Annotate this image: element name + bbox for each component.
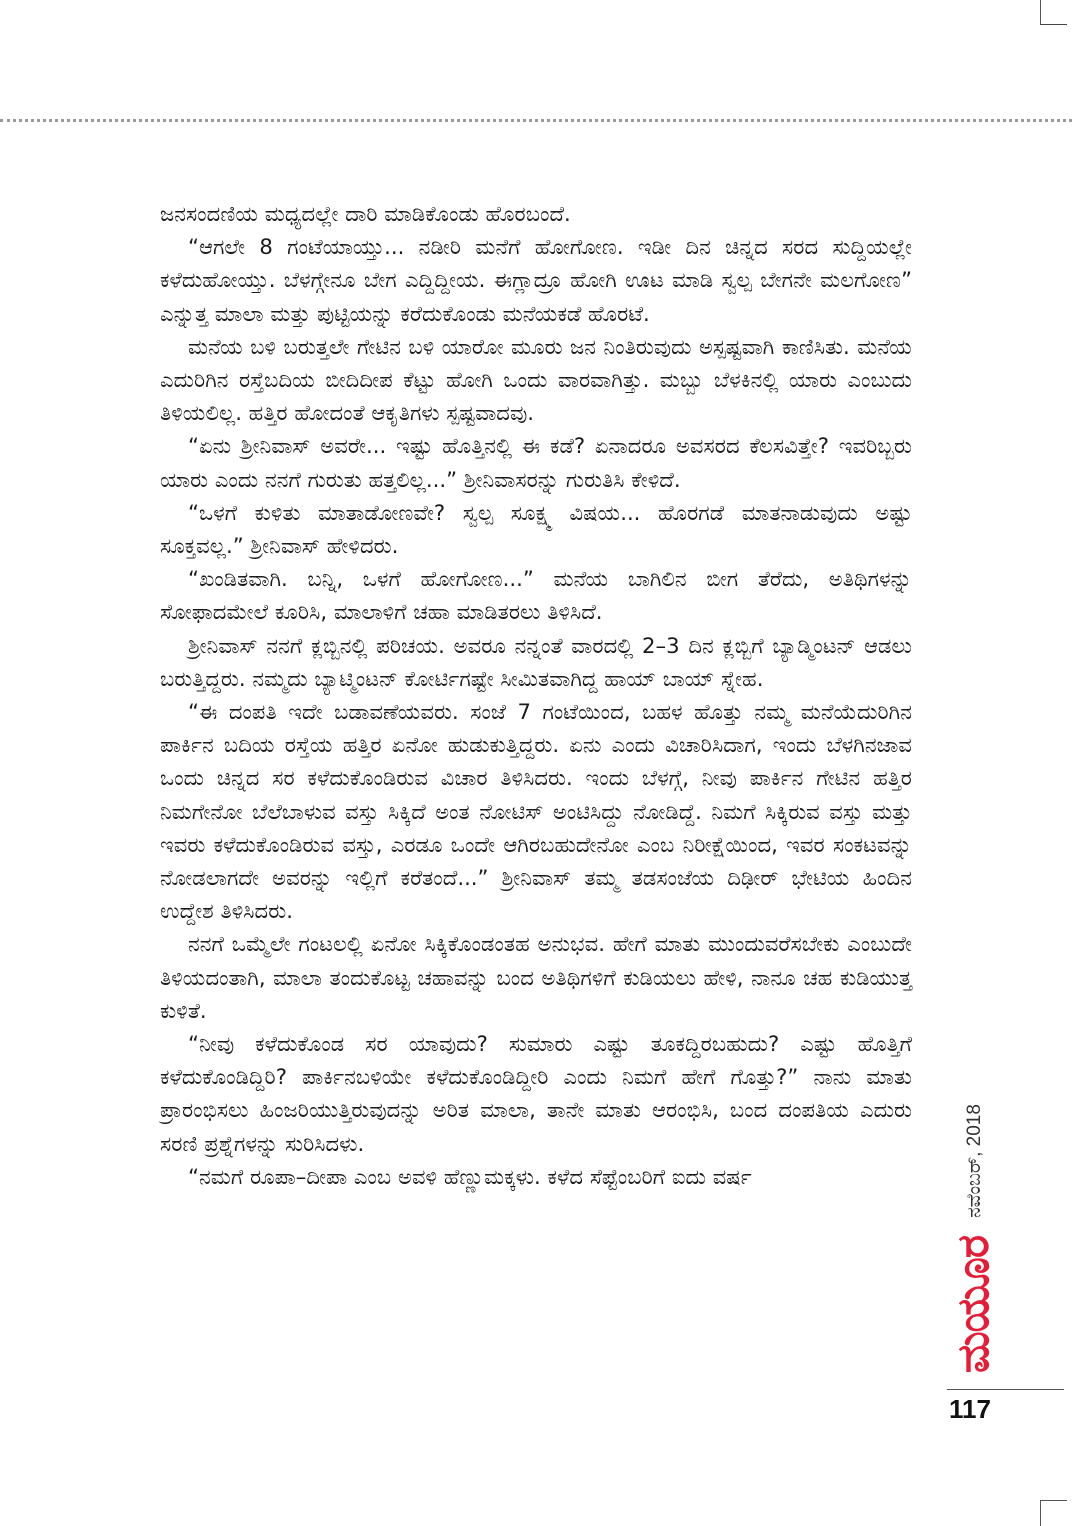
magazine-logo	[948, 1226, 1000, 1382]
crop-mark-top-right	[1040, 0, 1067, 25]
magazine-logo-text: ಮಯೂರ	[948, 1235, 1000, 1373]
paragraph-10: “ನೀವು ಕಳೆದುಕೊಂಡ ಸರ ಯಾವುದು? ಸುಮಾರು ಎಷ್ಟು ತೂಕದ್ದಿರಬಹುದು? ಎಷ್ಟು ಹೊತ್ತಿಗೆ ಕಳೆದುಕೊಂಡಿದ್ದಿರಿ? ಪಾರ್ಕಿನಬಳಿಯೇ ಕಳೆದುಕೊಂಡಿದ್ದೀರಿ ಎಂದು ನಿಮಗೆ ಹೇಗೆ ಗೊತ್ತು?” ನಾನು ಮಾತು ಪ್ರಾರಂಭಿಸಲು ಹಿಂಜರಿಯುತ್ತಿರುವುದನ್ನು ಅರಿತ ಮಾಲಾ, ತಾನೇ ಮಾತು ಆರಂಭಿಸಿ, ಬಂದ ದಂಪತಿಯ ಎದುರು ಸರಣಿ ಪ್ರಶ್ನೆಗಳನ್ನು ಸುರಿಸಿದಳು.	[160, 1031, 912, 1156]
paragraph-2: “ಆಗಲೇ 8 ಗಂಟೆಯಾಯ್ತು... ನಡೀರಿ ಮನೆಗೆ ಹೋಗೋಣ. ಇಡೀ ದಿನ ಚಿನ್ನದ ಸರದ ಸುದ್ದಿಯಲ್ಲೇ ಕಳೆದುಹೋಯ್ತು. ಬೆಳಗ್ಗೇನೂ ಬೇಗ ಎದ್ದಿದ್ದೀಯ. ಈಗ್ಲಾದ್ರೂ ಹೋಗಿ ಊಟ ಮಾಡಿ ಸ್ವಲ್ಪ ಬೇಗನೇ ಮಲಗೋಣ” ಎನ್ನುತ್ತ ಮಾಲಾ ಮತ್ತು ಪುಟ್ಟಿಯನ್ನು ಕರೆದುಕೊಂಡು ಮನೆಯಕಡೆ ಹೊರಟೆ.	[160, 234, 912, 326]
paragraph-8: “ಈ ದಂಪತಿ ಇದೇ ಬಡಾವಣೆಯವರು. ಸಂಜೆ 7 ಗಂಟೆಯಿಂದ, ಬಹಳ ಹೊತ್ತು ನಮ್ಮ ಮನೆಯೆದುರಿಗಿನ ಪಾರ್ಕಿನ ಬದಿಯ ರಸ್ತೆಯ ಹತ್ತಿರ ಏನೋ ಹುಡುಕುತ್ತಿದ್ದರು. ಏನು ಎಂದು ವಿಚಾರಿಸಿದಾಗ, ಇಂದು ಬೆಳಗಿನಜಾವ ಒಂದು ಚಿನ್ನದ ಸರ ಕಳೆದುಕೊಂಡಿರುವ ವಿಚಾರ ತಿಳಿಸಿದರು. ಇಂದು ಬೆಳಗ್ಗೆ, ನೀವು ಪಾರ್ಕಿನ ಗೇಟಿನ ಹತ್ತಿರ ನಿಮಗೇನೋ ಬೆಲೆಬಾಳುವ ವಸ್ತು ಸಿಕ್ಕಿದೆ ಅಂತ ನೋಟಿಸ್ ಅಂಟಿಸಿದ್ದು ನೋಡಿದ್ದೆ. ನಿಮಗೆ ಸಿಕ್ಕಿರುವ ವಸ್ತು ಮತ್ತು ಇವರು ಕಳೆದುಕೊಂಡಿರುವ ವಸ್ತು, ಎರಡೂ ಒಂದೇ ಆಗಿರಬಹುದೇನೋ ಎಂಬ ನಿರೀಕ್ಷೆಯಿಂದ, ಇವರ ಸಂಕಟವನ್ನು ನೋಡಲಾಗದೇ ಅವರನ್ನು ಇಲ್ಲಿಗೆ ಕರೆತಂದೆ...” ಶ್ರೀನಿವಾಸ್ ತಮ್ಮ ತಡಸಂಜೆಯ ದಿಢೀರ್ ಭೇಟಿಯ ಹಿಂದಿನ ಉದ್ದೇಶ ತಿಳಿಸಿದರು.	[160, 699, 912, 924]
issue-date-vertical	[958, 1102, 992, 1220]
crop-mark-bottom-right	[1040, 1500, 1067, 1526]
page-number: 117	[949, 1394, 991, 1424]
paragraph-1: ಜನಸಂದಣಿಯ ಮಧ್ಯದಲ್ಲೇ ದಾರಿ ಮಾಡಿಕೊಂಡು ಹೊರಬಂದೆ.	[160, 201, 571, 226]
header-dotted-rule	[0, 119, 1072, 122]
paragraph-7: ಶ್ರೀನಿವಾಸ್ ನನಗೆ ಕ್ಲಬ್ಬಿನಲ್ಲಿ ಪರಿಚಯ. ಅವರೂ ನನ್ನಂತೆ ವಾರದಲ್ಲಿ 2–3 ದಿನ ಕ್ಲಬ್ಬಿಗೆ ಬ್ಯಾಡ್ಮಿಂಟನ್ ಆಡಲು ಬರುತ್ತಿದ್ದರು. ನಮ್ಮದು ಬ್ಯಾಟ್ಮಿಂಟನ್ ಕೋರ್ಟಿಗಷ್ಟೇ ಸೀಮಿತವಾಗಿದ್ದ ಹಾಯ್ ಬಾಯ್ ಸ್ನೇಹ.	[160, 632, 912, 691]
paragraph-11: “ನಮಗೆ ರೂಪಾ–ದೀಪಾ ಎಂಬ ಅವಳಿ ಹೆಣ್ಣುಮಕ್ಕಳು. ಕಳೆದ ಸೆಪ್ಟೆಂಬರಿಗೆ ಐದು ವರ್ಷ	[188, 1163, 752, 1189]
paragraph-9: ನನಗೆ ಒಮ್ಮೆಲೇ ಗಂಟಲಲ್ಲಿ ಏನೋ ಸಿಕ್ಕಿಕೊಂಡಂತಹ ಅನುಭವ. ಹೇಗೆ ಮಾತು ಮುಂದುವರೆಸಬೇಕು ಎಂಬುದೇ ತಿಳಿಯದಂತಾಗಿ, ಮಾಲಾ ತಂದುಕೊಟ್ಟ ಚಹಾವನ್ನು ಬಂದ ಅತಿಥಿಗಳಿಗೆ ಕುಡಿಯಲು ಹೇಳಿ, ನಾನೂ ಚಹ ಕುಡಿಯುತ್ತ ಕುಳಿತೆ.	[160, 931, 912, 1023]
issue-date-text: ನವೆಂಬರ್, 2018	[964, 1104, 985, 1218]
paragraph-5: “ಒಳಗೆ ಕುಳಿತು ಮಾತಾಡೋಣವೇ? ಸ್ವಲ್ಪ ಸೂಕ್ಷ್ಮ ವಿಷಯ... ಹೊರಗಡೆ ಮಾತನಾಡುವುದು ಅಷ್ಟು ಸೂಕ್ತವಲ್ಲ.” ಶ್ರೀನಿವಾಸ್ ಹೇಳಿದರು.	[160, 499, 912, 559]
paragraph-6: “ಖಂಡಿತವಾಗಿ. ಬನ್ನಿ, ಒಳಗೆ ಹೋಗೋಣ...” ಮನೆಯ ಬಾಗಿಲಿನ ಬೀಗ ತೆರೆದು, ಅತಿಥಿಗಳನ್ನು ಸೋಫಾದಮೇಲೆ ಕೂರಿಸಿ, ಮಾಲಾಳಿಗೆ ಚಹಾ ಮಾಡಿತರಲು ತಿಳಿಸಿದೆ.	[160, 566, 912, 625]
paragraph-4: “ಏನು ಶ್ರೀನಿವಾಸ್ ಅವರೇ... ಇಷ್ಟು ಹೊತ್ತಿನಲ್ಲಿ ಈ ಕಡೆ? ಏನಾದರೂ ಅವಸರದ ಕೆಲಸವಿತ್ತೇ? ಇವರಿಬ್ಬರು ಯಾರು ಎಂದು ನನಗೆ ಗುರುತು ಹತ್ತಲಿಲ್ಲ...” ಶ್ರೀನಿವಾಸರನ್ನು ಗುರುತಿಸಿ ಕೇಳಿದೆ.	[160, 433, 912, 492]
paragraph-3: ಮನೆಯ ಬಳಿ ಬರುತ್ತಲೇ ಗೇಟಿನ ಬಳಿ ಯಾರೋ ಮೂರು ಜನ ನಿಂತಿರುವುದು ಅಸ್ಪಷ್ಟವಾಗಿ ಕಾಣಿಸಿತು. ಮನೆಯ ಎದುರಿಗಿನ ರಸ್ತೆಬದಿಯ ಬೀದಿದೀಪ ಕೆಟ್ಟು ಹೋಗಿ ಒಂದು ವಾರವಾಗಿತ್ತು. ಮಬ್ಬು ಬೆಳಕಿನಲ್ಲಿ ಯಾರು ಎಂಬುದು ತಿಳಿಯಲಿಲ್ಲ. ಹತ್ತಿರ ಹೋದಂತೆ ಆಕೃತಿಗಳು ಸ್ಪಷ್ಟವಾದವು.	[160, 333, 912, 426]
footer-rule	[947, 1389, 1064, 1390]
article-body	[160, 197, 912, 1193]
